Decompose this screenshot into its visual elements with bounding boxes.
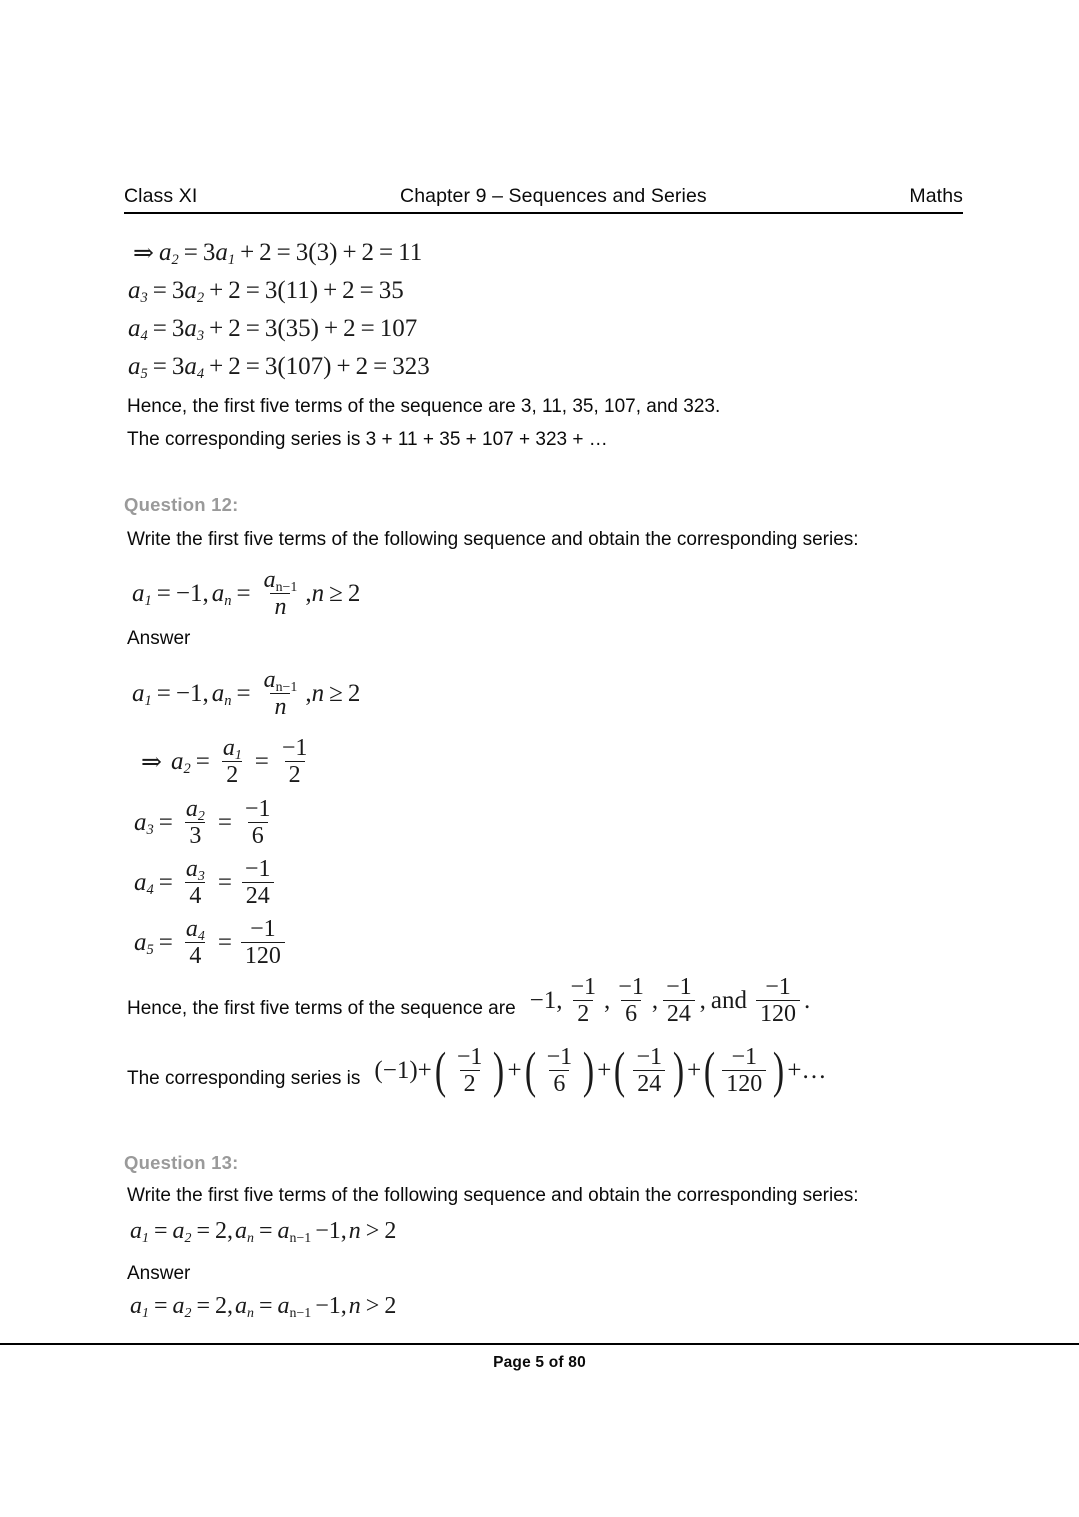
fraction: $\frac{-1}{120}$ xyxy=(241,917,285,969)
question-12-series-text: The corresponding series is xyxy=(127,1068,361,1090)
fraction: $\frac{a_{n-1}}{n}$ xyxy=(263,667,298,721)
page-number-label: Page 5 of 80 xyxy=(493,1354,586,1371)
fraction: $\frac{-1}{6}$ xyxy=(244,796,271,850)
equation-a2-q11: ⇒ $a_2$ = 3 $a_1$ + 2 = 3 ( 3 ) + 2 = 11 xyxy=(133,239,423,269)
eq-coef: 3 xyxy=(202,239,216,266)
implies-icon: ⇒ xyxy=(141,748,162,776)
question-12-term-list: −1, $\frac{-1}{2}$ , $\frac{-1}{6}$ , $\frac{-1}{24}$ , and $\frac{-1}{120}$ . xyxy=(529,974,811,1028)
page-header xyxy=(124,185,963,214)
equation-a5-q11: $a_5$ = 3 $a_4$ + 2 = 3 ( 107 ) + 2 = 323 xyxy=(128,353,430,383)
question-13-answer-label: Answer xyxy=(127,1263,191,1284)
question-12-step-a4: $a_4$ = $\frac{a_3}{4}$ = $\frac{-1}{24}$ xyxy=(134,857,278,909)
eq-paren-value: 11 xyxy=(285,277,310,304)
question-13-heading: Question 13: xyxy=(124,1152,239,1173)
eq-result: 11 xyxy=(398,239,423,266)
fraction: $\frac{-1}{24}$ xyxy=(662,975,696,1027)
fraction: $\frac{-1}{2}$ xyxy=(570,974,597,1028)
eq-lhs: $a_5$ xyxy=(128,353,148,383)
fraction: $\frac{-1}{2}$ xyxy=(281,735,308,789)
question-12-step-a5: $a_5$ = $\frac{a_4}{4}$ = $\frac{-1}{120}$ xyxy=(134,917,289,969)
question-12-hence-row xyxy=(127,975,810,1027)
question-12-series-expression: (−1) + ( $\frac{-1}{2}$ ) + ( $\frac{-1}{6}$ ) + ( $\frac{-1}{24}$ ) + ( $\frac{-1}{120}$ ) + … xyxy=(374,1041,828,1099)
eq-lhs: $a_2$ xyxy=(158,239,179,269)
fraction: $\frac{-1}{2}$ xyxy=(456,1044,483,1098)
fraction: $\frac{-1}{120}$ xyxy=(722,1045,766,1097)
question-12-answer-statement: $a_1$ = −1 , $a_n$ = $\frac{a_{n-1}}{n}$ , n ≥ 2 xyxy=(132,667,361,721)
fraction: $\frac{-1}{6}$ xyxy=(618,974,644,1028)
header-chapter-title: Chapter 9 – Sequences and Series xyxy=(400,185,707,207)
q11-series-line: The corresponding series is 3 + 11 + 35 + 107 + 323 + … xyxy=(127,429,608,450)
parenthesized-term: ( $\frac{-1}{6}$ ) xyxy=(524,1041,595,1099)
fraction: $\frac{-1}{120}$ xyxy=(756,975,800,1027)
question-12-series-row xyxy=(127,1041,828,1099)
equation-a3-q11: $a_3$ = 3 $a_2$ + 2 = 3 ( 11 ) + 2 = 35 xyxy=(128,277,404,307)
question-12-prompt: Write the first five terms of the following sequence and obtain the corresponding series: xyxy=(127,529,859,550)
eq-result: 107 xyxy=(379,315,418,342)
eq-result: 35 xyxy=(378,277,404,304)
question-12-step-a2: ⇒ $a_2$ = $\frac{a_1}{2}$ = $\frac{-1}{2}$ xyxy=(136,736,315,788)
header-class-label: Class XI xyxy=(124,185,198,207)
eq-paren-value: 3 xyxy=(316,239,330,266)
eq-lhs: $a_3$ xyxy=(128,277,148,307)
parenthesized-term: ( $\frac{-1}{2}$ ) xyxy=(434,1041,505,1099)
eq-paren-value: 35 xyxy=(285,315,311,342)
fraction: $\frac{a_4}{4}$ xyxy=(185,916,205,970)
question-13-statement-formula: $a_1$ = $a_2$ = 2 , $a_n$ = $a_{n-1}$ −1 , n > 2 xyxy=(130,1218,397,1246)
question-12-answer-label: Answer xyxy=(127,628,191,649)
fraction: $\frac{-1}{24}$ xyxy=(241,857,275,909)
footer-divider xyxy=(0,1343,1079,1345)
q11-hence-line: Hence, the first five terms of the sequence are 3, 11, 35, 107, and 323. xyxy=(127,396,721,417)
fraction: $\frac{-1}{6}$ xyxy=(546,1044,573,1098)
eq-result: 323 xyxy=(392,353,430,380)
fraction: $\frac{a_2}{3}$ xyxy=(185,796,205,850)
parenthesized-term: ( $\frac{-1}{24}$ ) xyxy=(614,1041,685,1099)
question-12-statement-formula: $a_1$ = −1 , $a_n$ = $\frac{a_{n-1}}{n}$ , n ≥ 2 xyxy=(132,567,361,621)
fraction: $\frac{a_{n-1}}{n}$ xyxy=(263,567,298,621)
question-12-step-a3: $a_3$ = $\frac{a_2}{3}$ = $\frac{-1}{6}$ xyxy=(134,797,278,849)
header-subject-label: Maths xyxy=(909,185,963,207)
fraction: $\frac{a_3}{4}$ xyxy=(185,856,205,910)
parenthesized-term: ( $\frac{-1}{120}$ ) xyxy=(704,1041,785,1099)
implies-icon: ⇒ xyxy=(133,240,154,267)
question-12-hence-text: Hence, the first five terms of the sequence are xyxy=(127,998,516,1020)
equation-a4-q11: $a_4$ = 3 $a_3$ + 2 = 3 ( 35 ) + 2 = 107 xyxy=(128,315,418,345)
question-12-heading: Question 12: xyxy=(124,494,239,515)
fraction: $\frac{a_1}{2}$ xyxy=(222,735,242,789)
fraction: $\frac{-1}{24}$ xyxy=(632,1045,666,1097)
question-13-prompt: Write the first five terms of the following sequence and obtain the corresponding series: xyxy=(127,1185,859,1206)
eq-paren-value: 107 xyxy=(285,353,324,380)
eq-lhs: $a_4$ xyxy=(128,315,148,345)
question-13-answer-statement: $a_1$ = $a_2$ = 2 , $a_n$ = $a_{n-1}$ −1 , n > 2 xyxy=(130,1293,397,1321)
